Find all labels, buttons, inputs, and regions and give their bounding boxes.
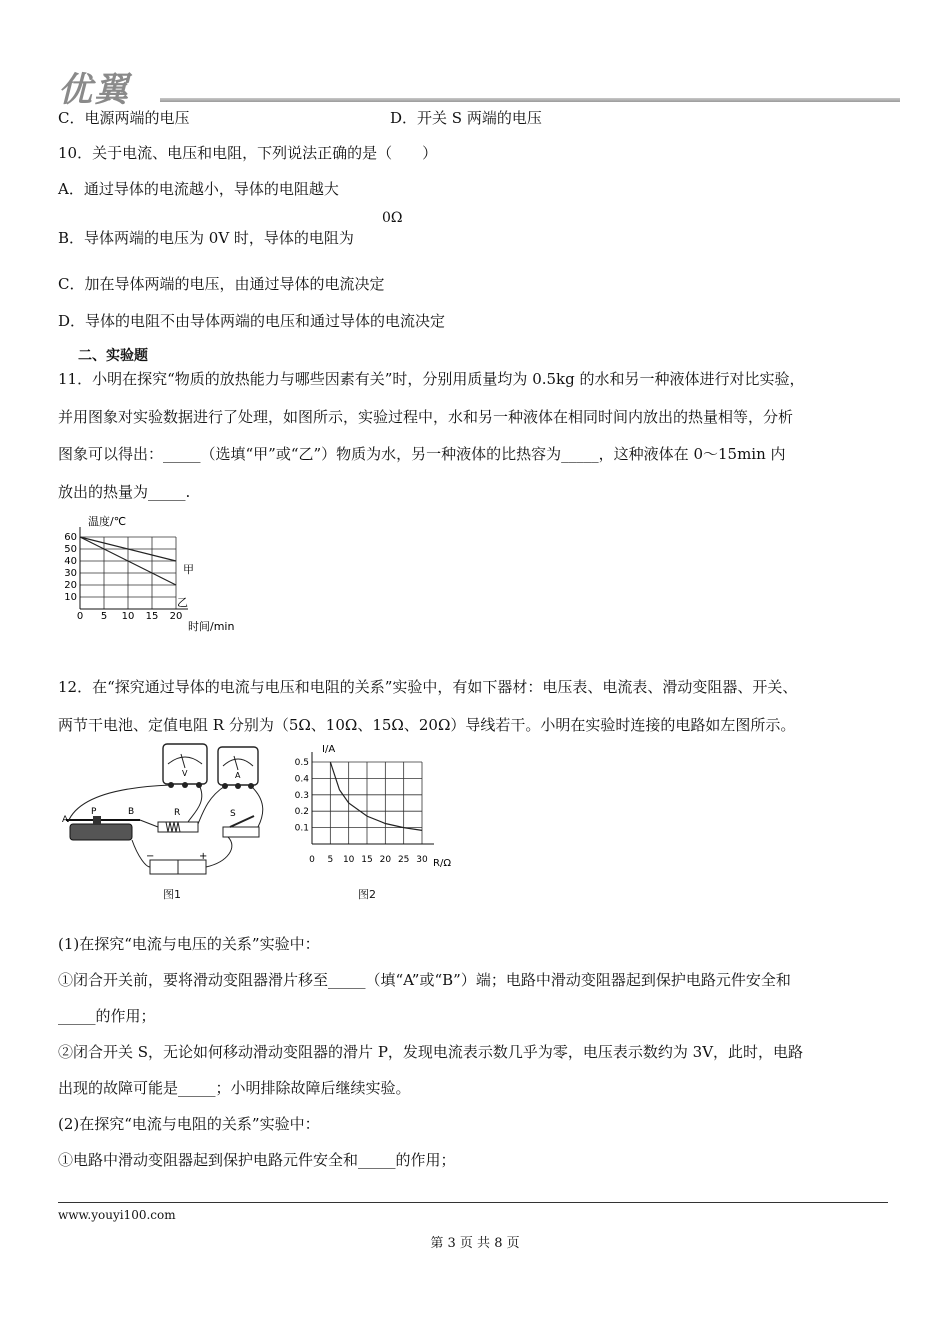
q12-part1-q1-line-1: ①闭合开关前，要将滑动变阻器滑片移至_____（填“A”或“B”）端；电路中滑动变阻器起到保护电路元件安全和: [58, 971, 791, 989]
y-tick-label: 0.5: [294, 758, 309, 768]
q11-line-3: 图象可以得出：_____（选填“甲”或“乙”）物质为水，另一种液体的比热容为_____，这种液体在 0～15min 内: [58, 445, 786, 463]
x-tick-label: 10: [121, 611, 135, 622]
q9-option-c: C．电源两端的电压: [58, 109, 190, 127]
switch-label: S: [230, 809, 236, 819]
q10-stem: 10．关于电流、电压和电阻，下列说法正确的是（ ）: [58, 144, 438, 162]
x-tick-label: 15: [361, 855, 373, 865]
y-tick-label: 50: [64, 544, 77, 555]
q12-part1-title: (1)在探究“电流与电压的关系”实验中：: [58, 935, 320, 953]
q10-option-c: C．加在导体两端的电压，由通过导体的电流决定: [58, 275, 385, 293]
y-tick-label: 0.4: [294, 774, 309, 785]
q11-line-2: 并用图象对实验数据进行了处理，如图所示，实验过程中，水和另一种液体在相同时间内放出的热量相等，分析: [58, 408, 794, 426]
temperature-chart-xlabel: 时间/min: [188, 620, 235, 633]
voltmeter-label: V: [182, 769, 188, 778]
x-tick-label: 20: [169, 611, 183, 622]
y-tick-label: 30: [64, 568, 77, 579]
q12-part1-q2-line-1: ②闭合开关 S，无论如何移动滑动变阻器的滑片 P，发现电流表示数几乎为零，电压表示数约为 3V，此时，电路: [58, 1043, 804, 1061]
battery-minus: −: [146, 851, 155, 862]
logo: 优翼: [58, 70, 130, 110]
rheostat-end-a: A: [62, 815, 69, 825]
footer-page-number: 第 3 页 共 8 页: [430, 1236, 520, 1251]
q9-option-d: D．开关 S 两端的电压: [390, 109, 542, 127]
temperature-chart: [58, 512, 258, 637]
rheostat-end-b: B: [128, 807, 135, 817]
q12-line-1: 12．在“探究通过导体的电流与电压和电阻的关系”实验中，有如下器材：电压表、电流表、滑动变阻器、开关、: [58, 678, 798, 696]
x-tick-label: 15: [145, 611, 159, 622]
y-tick-label: 0.1: [294, 823, 309, 834]
y-tick-label: 0.2: [294, 807, 309, 818]
q12-part2-title: (2)在探究“电流与电阻的关系”实验中：: [58, 1115, 320, 1133]
q10-option-a: A．通过导体的电流越小，导体的电阻越大: [58, 180, 339, 198]
series-line-0: [330, 762, 422, 830]
q12-part1-q1-line-2: _____的作用；: [58, 1007, 156, 1025]
rheostat-slider: [93, 816, 101, 824]
q10-option-d: D．导体的电阻不由导体两端的电压和通过导体的电流决定: [58, 312, 446, 330]
rheostat-icon: [70, 824, 132, 840]
fig2-caption: 图2: [358, 888, 376, 901]
temperature-chart-ylabel: 温度/℃: [88, 515, 127, 528]
fig1-caption: 图1: [163, 888, 181, 901]
x-tick-label: 5: [100, 611, 108, 622]
y-tick-label: 20: [64, 580, 77, 591]
battery-plus: +: [199, 851, 208, 862]
switch-icon: [223, 827, 259, 837]
y-tick-label: 10: [64, 592, 77, 603]
x-tick-label: 0: [76, 611, 84, 622]
header-rule: [160, 98, 900, 102]
y-tick-label: 40: [64, 556, 77, 567]
x-tick-label: 20: [379, 855, 392, 865]
x-tick-label: 30: [416, 855, 428, 865]
y-tick-label: 0.3: [294, 790, 309, 801]
section-title: 二、实验题: [78, 348, 148, 364]
circuit-figure: [58, 742, 283, 892]
q11-line-4: 放出的热量为_____.: [58, 483, 191, 501]
voltmeter-icon: [163, 744, 207, 784]
q11-line-1: 11．小明在探究“物质的放热能力与哪些因素有关”时，分别用质量均为 0.5kg 的水和另一种液体进行对比实验，: [58, 370, 805, 388]
q10-option-b: B．导体两端的电压为 0V 时，导体的电阻为: [58, 229, 354, 247]
temperature-chart-grid: [80, 527, 188, 609]
ammeter-label: A: [235, 771, 241, 780]
x-tick-label: 5: [327, 855, 334, 865]
current-resistance-chart-xlabel: R/Ω: [433, 858, 451, 869]
rheostat-slider-p: P: [91, 807, 97, 817]
x-tick-label: 0: [309, 855, 315, 865]
q10-option-b-value: 0Ω: [382, 210, 403, 226]
current-resistance-chart-grid: [312, 752, 434, 844]
x-tick-label: 10: [342, 855, 355, 865]
series-label-jia: 甲: [183, 563, 194, 576]
footer-url: www.youyi100.com: [58, 1208, 176, 1222]
current-resistance-chart: [290, 742, 460, 872]
x-tick-label: 25: [397, 855, 410, 865]
current-resistance-chart-series: [330, 762, 422, 830]
q12-line-2: 两节干电池、定值电阻 R 分别为（5Ω、10Ω、15Ω、20Ω）导线若干。小明在实验时连接的电路如左图所示。: [58, 716, 796, 734]
q12-part1-q2-line-2: 出现的故障可能是_____；小明排除故障后继续实验。: [58, 1079, 411, 1097]
current-resistance-chart-ylabel: I/A: [322, 744, 336, 755]
footer-rule: [58, 1202, 888, 1203]
resistor-label: R: [174, 808, 181, 818]
series-label-yi: 乙: [177, 596, 188, 609]
y-tick-label: 60: [64, 532, 77, 543]
q12-part2-q1: ①电路中滑动变阻器起到保护电路元件安全和_____的作用；: [58, 1151, 456, 1169]
